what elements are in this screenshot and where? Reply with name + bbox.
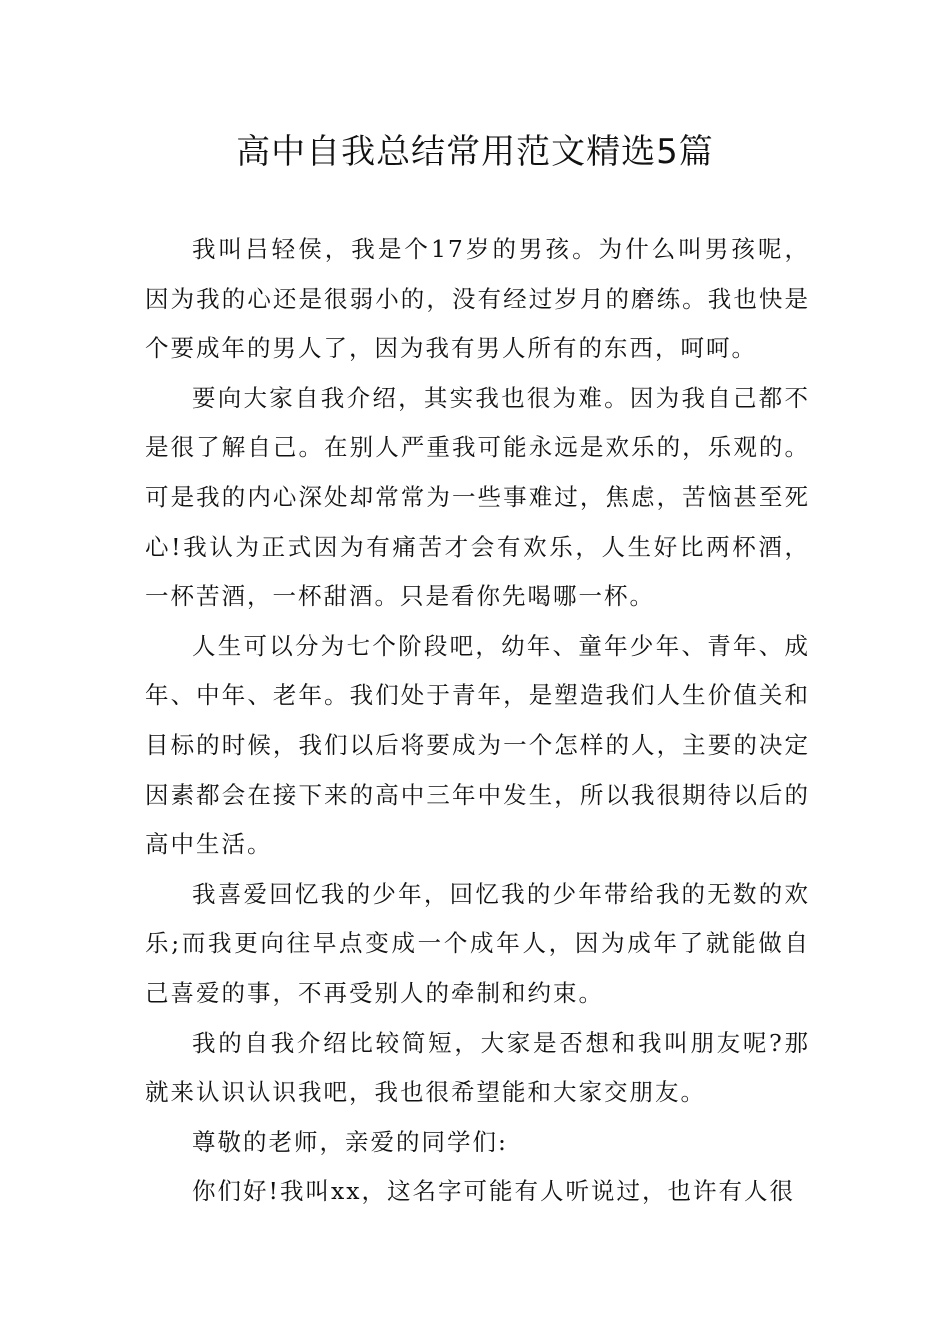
document-title: 高中自我总结常用范文精选5篇 [236, 132, 714, 172]
paragraph: 尊敬的老师，亲爱的同学们: [192, 1127, 508, 1156]
paragraph: 我叫吕轻侯，我是个17岁的男孩。为什么叫男孩呢，因为我的心还是很弱小的，没有经过岁月的磨练。我也快是个要成年的男人了，因为我有男人所有的东西，呵呵。 [145, 235, 810, 363]
document-body [145, 225, 810, 1217]
paragraph: 你们好!我叫xx，这名字可能有人听说过，也许有人很 [192, 1177, 795, 1206]
paragraph: 要向大家自我介绍，其实我也很为难。因为我自己都不是很了解自己。在别人严重我可能永远是欢乐的，乐观的。可是我的内心深处却常常为一些事难过，焦虑，苦恼甚至死心!我认为正式因为有痛苦才会有欢乐，人生好比两杯酒，一杯苦酒，一杯甜酒。只是看你先喝哪一杯。 [145, 383, 810, 611]
paragraph: 人生可以分为七个阶段吧，幼年、童年少年、青年、成年、中年、老年。我们处于青年，是塑造我们人生价值关和目标的时候，我们以后将要成为一个怎样的人，主要的决定因素都会在接下来的高中三年中发生，所以我很期待以后的高中生活。 [145, 631, 810, 859]
paragraph: 我喜爱回忆我的少年，回忆我的少年带给我的无数的欢乐;而我更向往早点变成一个成年人，因为成年了就能做自己喜爱的事，不再受别人的牵制和约束。 [145, 879, 810, 1007]
paragraph: 我的自我介绍比较简短，大家是否想和我叫朋友呢?那就来认识认识我吧，我也很希望能和大家交朋友。 [145, 1028, 810, 1107]
